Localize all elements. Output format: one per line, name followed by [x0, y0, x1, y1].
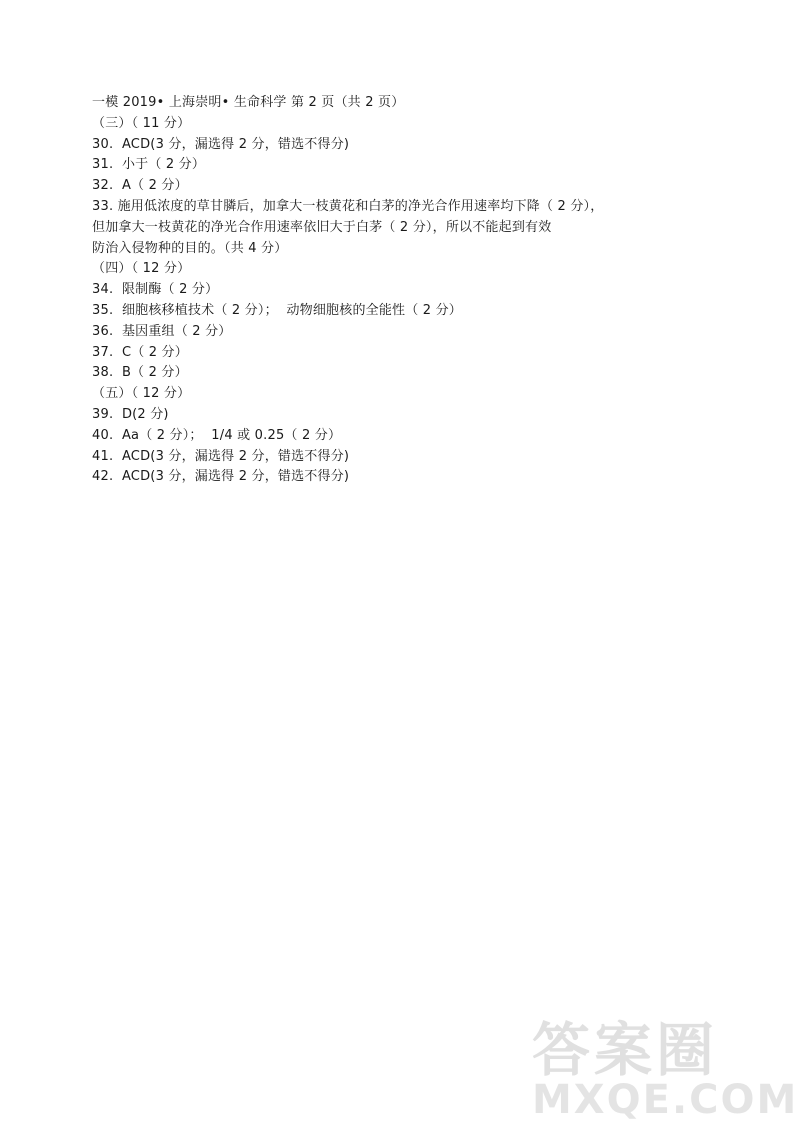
- section-heading: （五）（ 12 分）: [92, 386, 191, 402]
- answer-line: 42. ACD(3 分，漏选得 2 分，错选不得分): [92, 469, 350, 485]
- answer-line: 41. ACD(3 分，漏选得 2 分，错选不得分): [92, 448, 350, 464]
- answer-line: 防治入侵物种的目的。（共 4 分）: [92, 240, 288, 256]
- answer-line: 33. 施用低浓度的草甘膦后，加拿大一枝黄花和白茅的净光合作用速率均下降（ 2 分），: [92, 198, 604, 214]
- answer-line: 40. Aa（ 2 分）； 1/4 或 0.25（ 2 分）: [92, 427, 342, 443]
- watermark-logo: [532, 1003, 799, 1123]
- answer-line: 37. C（ 2 分）: [92, 344, 188, 360]
- answer-line: 32. A（ 2 分）: [92, 178, 188, 194]
- answer-line: 31. 小于（ 2 分）: [92, 157, 206, 173]
- answer-line: 39. D(2 分): [92, 406, 169, 422]
- answer-line: 35. 细胞核移植技术（ 2 分）； 动物细胞核的全能性（ 2 分）: [92, 302, 462, 318]
- watermark-bottom-text: MXQE.COM: [532, 1077, 799, 1123]
- watermark-top-text: 答案圈: [532, 1016, 719, 1084]
- section-heading: （四）（ 12 分）: [92, 261, 191, 277]
- answer-line: 34. 限制酶（ 2 分）: [92, 282, 219, 298]
- answer-line: 38. B（ 2 分）: [92, 365, 188, 381]
- answer-line: 36. 基因重组（ 2 分）: [92, 323, 232, 339]
- answer-line: 但加拿大一枝黄花的净光合作用速率依旧大于白茅（ 2 分），所以不能起到有效: [92, 219, 552, 235]
- answer-line: 30. ACD(3 分，漏选得 2 分，错选不得分): [92, 136, 350, 152]
- section-heading: （三）（ 11 分）: [92, 115, 191, 131]
- answer-document: [92, 93, 732, 488]
- page-header: 一模 2019• 上海崇明• 生命科学 第 2 页（共 2 页）: [92, 95, 405, 110]
